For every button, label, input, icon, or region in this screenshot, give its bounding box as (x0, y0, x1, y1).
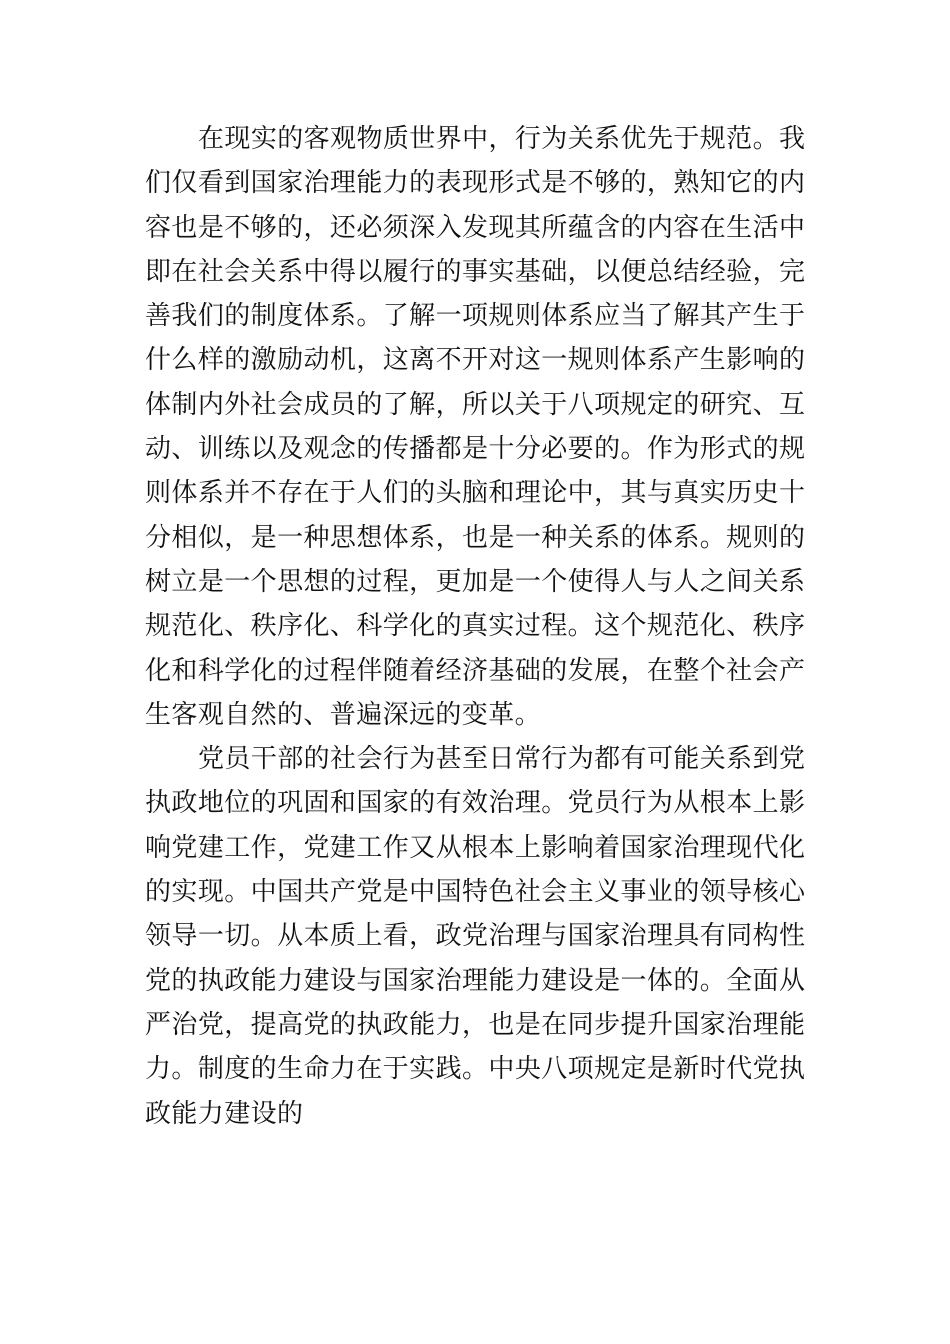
text-line: 树立是一个思想的过程，更加是一个使得人与人之间关系 (145, 566, 805, 597)
text-line: 动、训练以及观念的传播都是十分必要的。作为形式的规 (145, 434, 805, 465)
text-line: 善我们的制度体系。了解一项规则体系应当了解其产生于 (145, 301, 805, 332)
text-line: 执政地位的巩固和国家的有效治理。党员行为从根本上影 (145, 788, 805, 819)
text-line: 体制内外社会成员的了解，所以关于八项规定的研究、互 (145, 389, 805, 420)
text-line: 党的执政能力建设与国家治理能力建设是一体的。全面从 (145, 965, 805, 996)
text-line: 规范化、秩序化、科学化的真实过程。这个规范化、秩序 (145, 611, 805, 642)
text-line: 的实现。中国共产党是中国特色社会主义事业的领导核心 (145, 877, 805, 908)
text-line: 分相似，是一种思想体系，也是一种关系的体系。规则的 (145, 522, 805, 553)
text-line: 什么样的激励动机，这离不开对这一规则体系产生影响的 (145, 345, 805, 376)
text-line: 严治党，提高党的执政能力，也是在同步提升国家治理能 (145, 1009, 805, 1040)
text-line: 政能力建设的 (145, 1098, 304, 1129)
text-line: 生客观自然的、普遍深远的变革。 (145, 699, 542, 730)
text-line: 们仅看到国家治理能力的表现形式是不够的，熟知它的内 (145, 168, 805, 199)
paragraph (145, 117, 805, 737)
text-line: 在现实的客观物质世界中，行为关系优先于规范。我 (198, 124, 805, 154)
text-line: 领导一切。从本质上看，政党治理与国家治理具有同构性 (145, 921, 805, 952)
text-line: 响党建工作，党建工作又从根本上影响着国家治理现代化 (145, 832, 805, 863)
text-line: 化和科学化的过程伴随着经济基础的发展，在整个社会产 (145, 655, 805, 686)
text-line: 即在社会关系中得以履行的事实基础，以便总结经验，完 (145, 256, 805, 287)
text-line: 则体系并不存在于人们的头脑和理论中，其与真实历史十 (145, 478, 805, 509)
text-line: 力。制度的生命力在于实践。中央八项规定是新时代党执 (145, 1054, 805, 1085)
text-line: 容也是不够的，还必须深入发现其所蕴含的内容在生活中 (145, 212, 805, 243)
document-page (145, 117, 805, 1136)
paragraph (145, 737, 805, 1136)
text-line: 党员干部的社会行为甚至日常行为都有可能关系到党 (198, 744, 805, 775)
